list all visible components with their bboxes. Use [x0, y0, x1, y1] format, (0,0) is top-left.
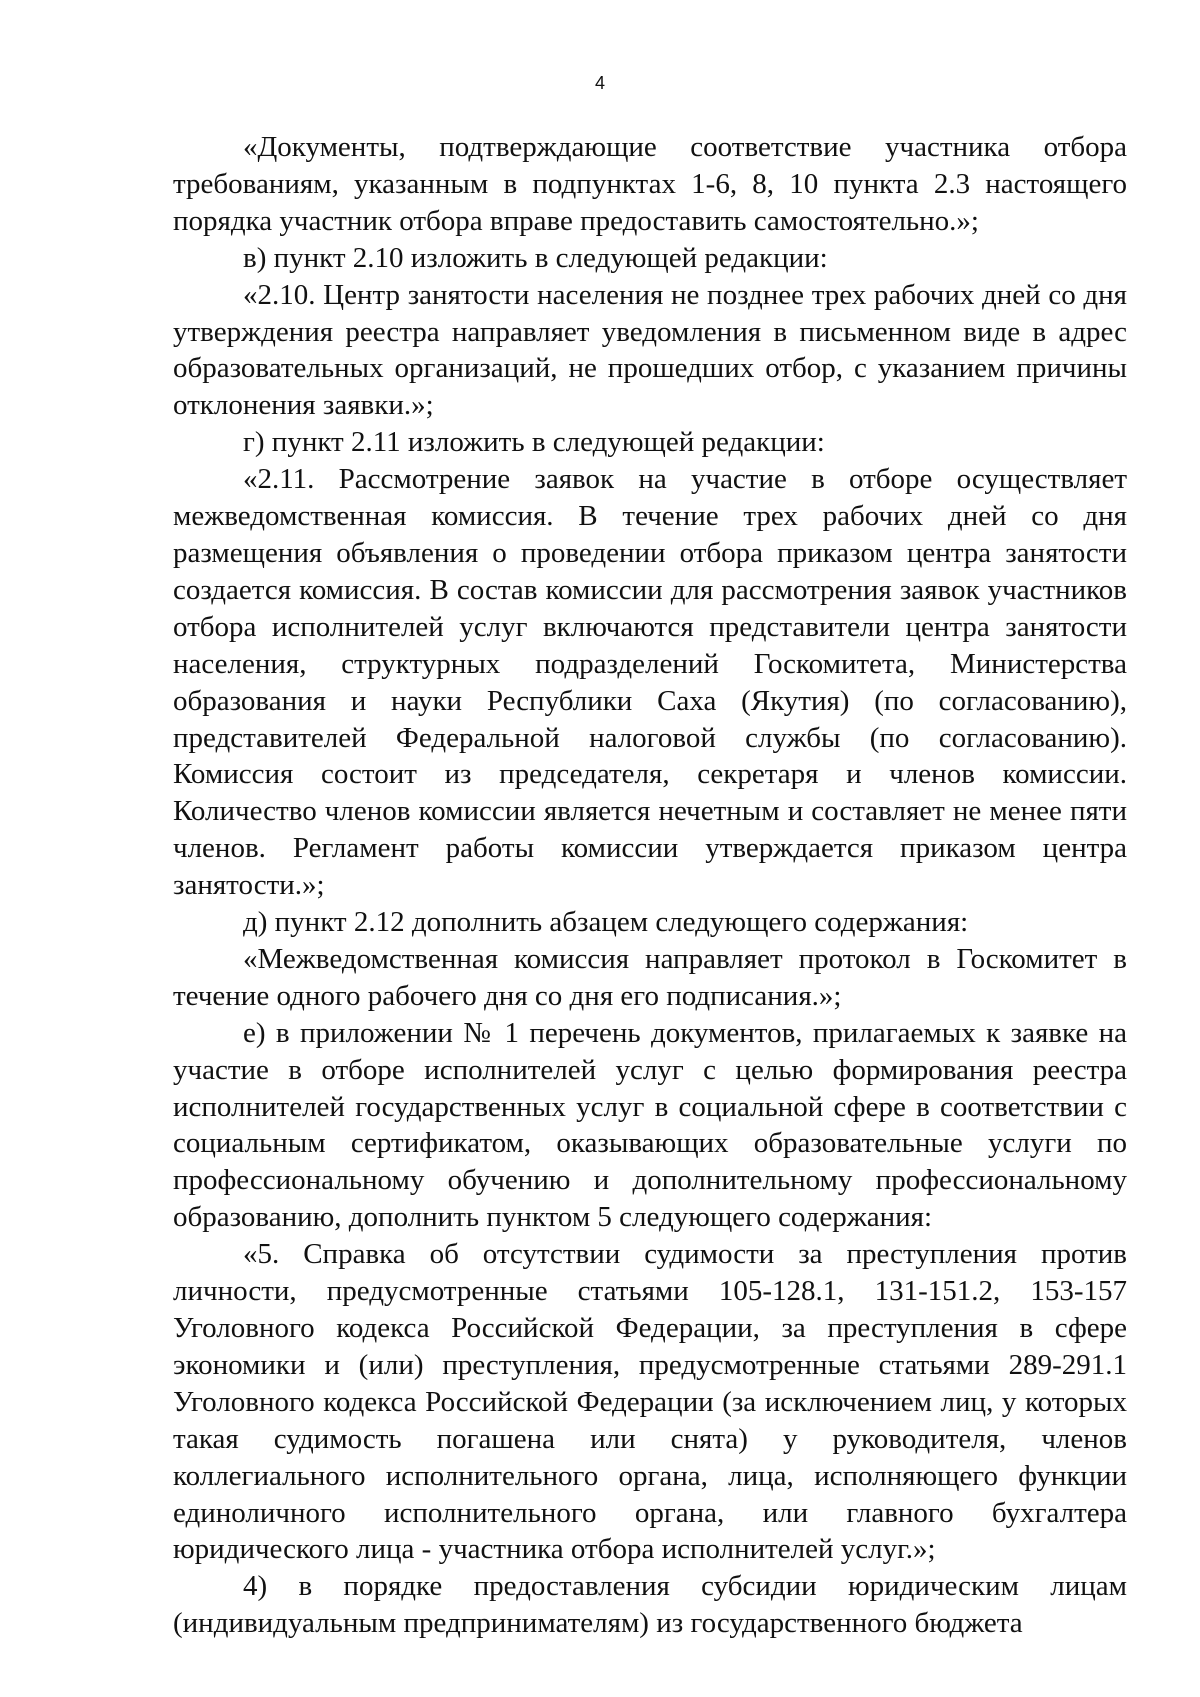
paragraph-clause-2-10: «2.10. Центр занятости населения не позднее трех рабочих дней со дня утверждения реестра направляет уведомления в письменном виде в адрес образовательных организаций, не прошедших отбор, с указанием причины отклонения заявки.»;	[173, 278, 1127, 422]
paragraph-item-4-subsidy: 4) в порядке предоставления субсидии юридическим лицам (индивидуальным предпринимателям) из государственного бюджета	[173, 1570, 1127, 1640]
paragraph-item-e: е) в приложении № 1 перечень документов, прилагаемых к заявке на участие в отборе исполнителей услуг с целью формирования реестра исполнителей государственных услуг в социальной сфере в соответствии с социальным сертификатом, оказывающих образовательные услуги по профессиональному обучению и дополнительному профессиональному образованию, дополнить пунктом 5 следующего содержания:	[173, 1016, 1127, 1234]
document-body	[173, 129, 1127, 1642]
paragraph-commission-protocol: «Межведомственная комиссия направляет протокол в Госкомитет в течение одного рабочего дня со дня его подписания.»;	[173, 942, 1127, 1012]
paragraph-item-g: г) пункт 2.11 изложить в следующей редакции:	[243, 426, 825, 459]
paragraph-item-v: в) пункт 2.10 изложить в следующей редакции:	[243, 241, 828, 274]
paragraph-item-5-certificate: «5. Справка об отсутствии судимости за преступления против личности, предусмотренные статьями 105-128.1, 131-151.2, 153-157 Уголовного кодекса Российской Федерации, за преступления в сфере экономики и (или) преступления, предусмотренные статьями 289-291.1 Уголовного кодекса Российской Федерации (за исключением лиц, у которых такая судимость погашена или снята) у руководителя, членов коллегиального исполнительного органа, лица, исполняющего функции единоличного исполнительного органа, или главного бухгалтера юридического лица - участника отбора исполнителей услуг.»;	[173, 1238, 1127, 1566]
paragraph-documents-note: «Документы, подтверждающие соответствие участника отбора требованиям, указанным в подпунктах 1-6, 8, 10 пункта 2.3 настоящего порядка участник отбора вправе предоставить самостоятельно.»;	[173, 131, 1127, 237]
page-number: 4	[594, 73, 605, 93]
paragraph-item-d: д) пункт 2.12 дополнить абзацем следующего содержания:	[243, 906, 969, 939]
paragraph-clause-2-11: «2.11. Рассмотрение заявок на участие в отборе осуществляет межведомственная комиссия. В течение трех рабочих дней со дня размещения объявления о проведении отбора приказом центра занятости создается комиссия. В состав комиссии для рассмотрения заявок участников отбора исполнителей услуг включаются представители центра занятости населения, структурных подразделений Госкомитета, Министерства образования и науки Республики Саха (Якутия) (по согласованию), представителей Федеральной налоговой службы (по согласованию). Комиссия состоит из председателя, секретаря и членов комиссии. Количество членов комиссии является нечетным и составляет не менее пяти членов. Регламент работы комиссии утверждается приказом центра занятости.»;	[173, 463, 1127, 902]
